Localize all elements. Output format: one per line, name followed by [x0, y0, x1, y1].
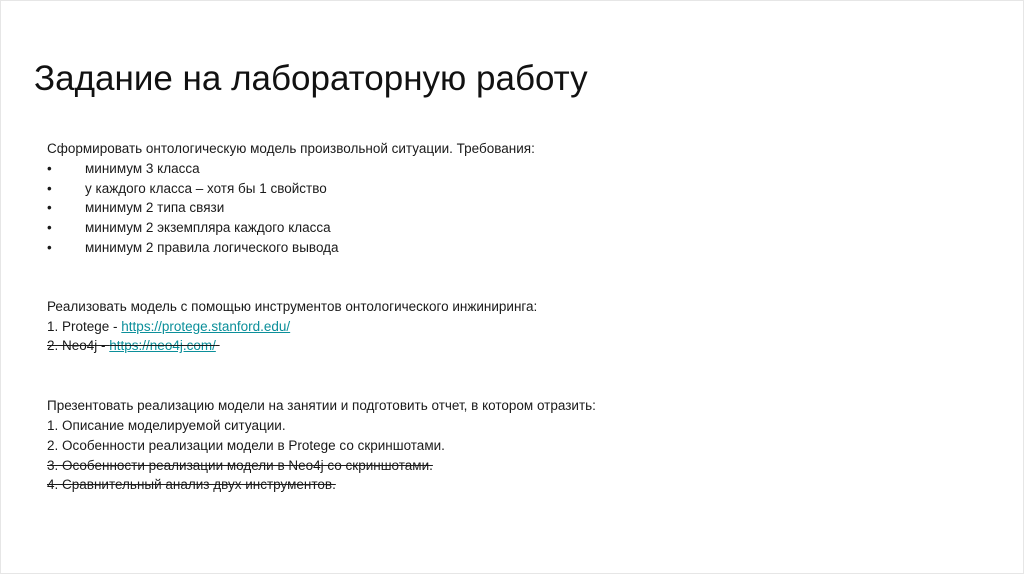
- bullet-icon: •: [47, 160, 52, 176]
- requirement-item: [47, 238, 596, 258]
- requirement-text: у каждого класса – хотя бы 1 свойство: [85, 180, 327, 196]
- tools-intro: Реализовать модель с помощью инструментов онтологического инжиниринга:: [47, 298, 538, 314]
- report-item: 2. Особенности реализации модели в Protege со скриншотами.: [47, 437, 445, 453]
- protege-link[interactable]: https://protege.stanford.edu/: [121, 318, 291, 334]
- requirement-item: [47, 218, 596, 238]
- bullet-icon: •: [47, 200, 52, 216]
- report-item-struck: 4. Сравнительный анализ двух инструментов.: [47, 477, 336, 493]
- bullet-icon: •: [47, 239, 52, 255]
- requirement-text: минимум 2 правила логического вывода: [85, 239, 339, 255]
- bullet-icon: •: [47, 220, 52, 236]
- requirement-item: [47, 198, 596, 218]
- requirement-text: минимум 2 типа связи: [85, 200, 225, 216]
- slide-title: Задание на лабораторную работу: [34, 59, 588, 98]
- tool-label: 1. Protege -: [47, 318, 122, 334]
- report-item-struck: 3. Особенности реализации модели в Neo4j со скриншотами.: [47, 457, 433, 473]
- tool-suffix: [216, 338, 220, 353]
- requirement-text: минимум 2 экземпляра каждого класса: [85, 220, 331, 236]
- tool-label: 2. Neo4j -: [47, 338, 110, 354]
- slide-body: [47, 139, 596, 495]
- requirement-text: минимум 3 класса: [85, 160, 200, 176]
- requirement-item: [47, 159, 596, 179]
- requirement-item: [47, 179, 596, 199]
- neo4j-link[interactable]: https://neo4j.com/: [109, 338, 216, 354]
- report-intro: Презентовать реализацию модели на занятии и подготовить отчет, в котором отразить:: [47, 398, 596, 414]
- report-item: 1. Описание моделируемой ситуации.: [47, 417, 286, 433]
- tool-item-protege: [47, 317, 596, 337]
- bullet-icon: •: [47, 180, 52, 196]
- tool-item-neo4j: [47, 336, 596, 356]
- requirements-intro: Сформировать онтологическую модель произвольной ситуации. Требования:: [47, 141, 535, 156]
